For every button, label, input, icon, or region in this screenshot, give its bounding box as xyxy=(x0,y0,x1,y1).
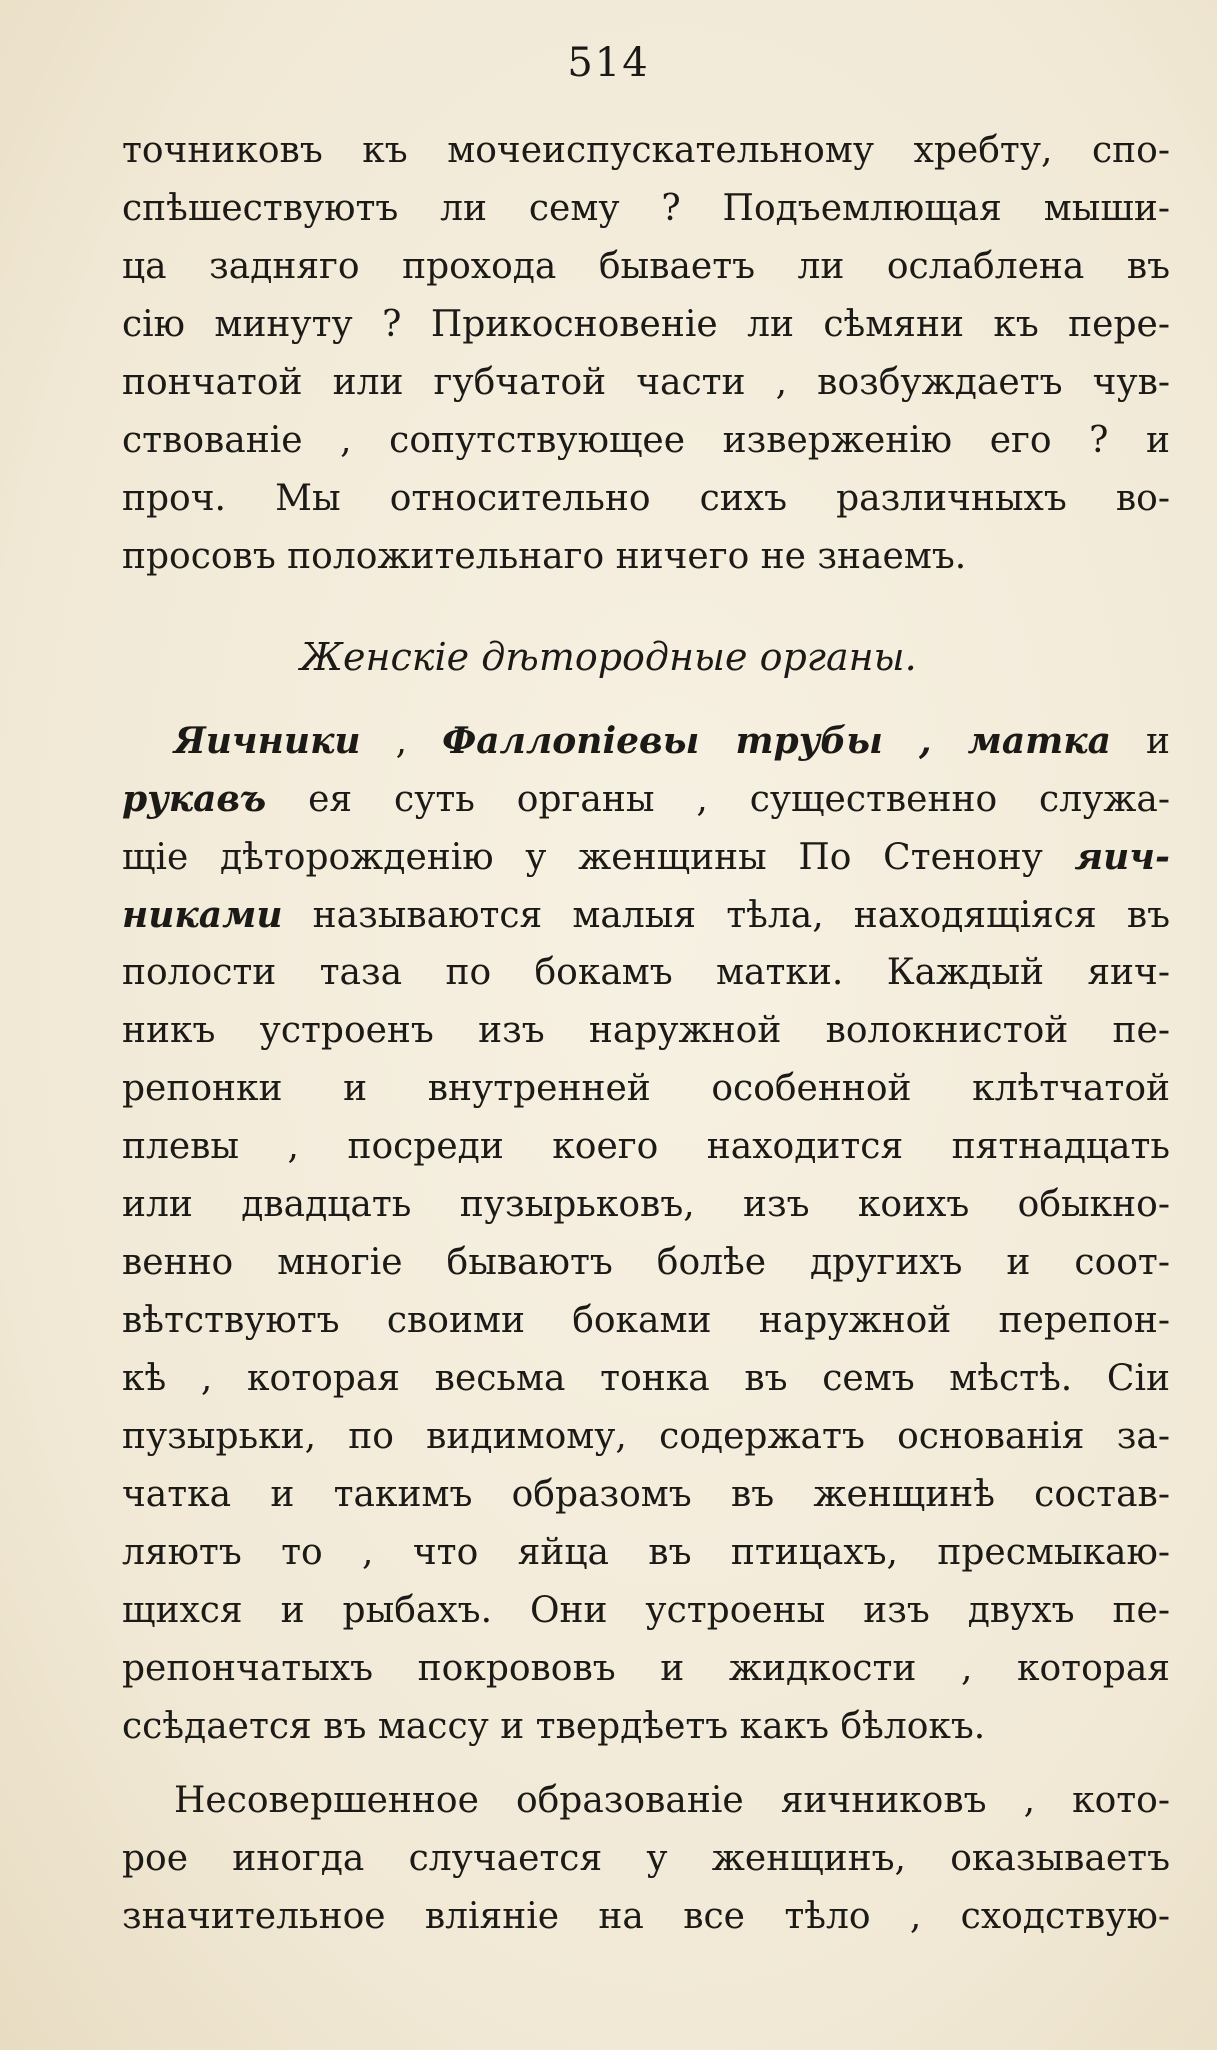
page-number: 514 xyxy=(567,40,650,86)
text-line: просовъ положительнаго ничего не знаемъ. xyxy=(122,536,967,577)
term-ovaries-inline-cont: никами xyxy=(122,894,283,936)
text-line: полости таза по бокамъ матки. Каждый яич- xyxy=(122,952,1170,993)
paragraph-1 xyxy=(122,122,1170,586)
text-line: кѣ , которая весьма тонка въ семъ мѣстѣ. Сіи xyxy=(122,1358,1170,1399)
text-line: значительное вліяніе на все тѣло , сходствую- xyxy=(122,1896,1170,1937)
text-line: венно многіе бываютъ болѣе другихъ и соот- xyxy=(122,1242,1170,1283)
text-line: ссѣдается въ массу и твердѣетъ какъ бѣлокъ. xyxy=(122,1706,986,1747)
text-line: никъ устроенъ изъ наружной волокнистой пе- xyxy=(122,1010,1170,1051)
text-fragment: и xyxy=(1110,721,1170,762)
text-line: проч. Мы относительно сихъ различныхъ во- xyxy=(122,478,1170,519)
text-fragment: щіе дѣторожденію у женщины По Стенону xyxy=(122,837,1075,878)
section-heading: Женскіе дѣтородные органы. xyxy=(300,635,917,679)
text-line: ца задняго прохода бываетъ ли ослаблена въ xyxy=(122,246,1170,287)
text-line xyxy=(122,886,1170,944)
text-line: или двадцать пузырьковъ, изъ коихъ обыкно- xyxy=(122,1184,1170,1225)
text-line: чатка и такимъ образомъ въ женщинѣ состав- xyxy=(122,1474,1170,1515)
text-line: щихся и рыбахъ. Они устроены изъ двухъ пе- xyxy=(122,1590,1170,1631)
text-line xyxy=(122,770,1170,828)
text-fragment: ея суть органы , существенно служа- xyxy=(266,779,1170,820)
text-line: Несовершенное образованіе яичниковъ , кото- xyxy=(174,1780,1170,1821)
text-line: вѣтствуютъ своими боками наружной перепон- xyxy=(122,1300,1170,1341)
text-fragment: называются малыя тѣла, находящіяся въ xyxy=(282,895,1170,936)
text-line: плевы , посреди коего находится пятнадцать xyxy=(122,1126,1170,1167)
text-line: спѣшествуютъ ли сему ? Подъемлющая мыши- xyxy=(122,188,1170,229)
term-ovaries: Яичники xyxy=(174,720,361,762)
term-vagina: рукавъ xyxy=(122,778,267,820)
text-line: ствованіе , сопутствующее изверженію его ? и xyxy=(122,420,1170,461)
text-line: сію минуту ? Прикосновеніе ли сѣмяни къ пере- xyxy=(122,304,1170,345)
text-line: рое иногда случается у женщинъ, оказываетъ xyxy=(122,1838,1170,1879)
text-line: репончатыхъ покрововъ и жидкости , которая xyxy=(122,1648,1170,1689)
paragraph-2 xyxy=(122,712,1170,1756)
text-line: ляютъ то , что яйца въ птицахъ, пресмыкаю- xyxy=(122,1532,1170,1573)
text-line: репонки и внутренней особенной клѣтчатой xyxy=(122,1068,1170,1109)
text-line: пузырьки, по видимому, содержатъ основанія за- xyxy=(122,1416,1170,1457)
paragraph-3 xyxy=(122,1772,1170,1946)
text-fragment: , xyxy=(360,721,443,762)
text-line: пончатой или губчатой части , возбуждаетъ чув- xyxy=(122,362,1170,403)
text-line xyxy=(122,712,1170,770)
text-line xyxy=(122,828,1170,886)
term-ovaries-inline: яич- xyxy=(1074,836,1170,878)
text-line: точниковъ къ мочеиспускательному хребту, спо- xyxy=(122,130,1170,171)
term-tubes-uterus: Фаллопіевы трубы , матка xyxy=(442,720,1111,762)
